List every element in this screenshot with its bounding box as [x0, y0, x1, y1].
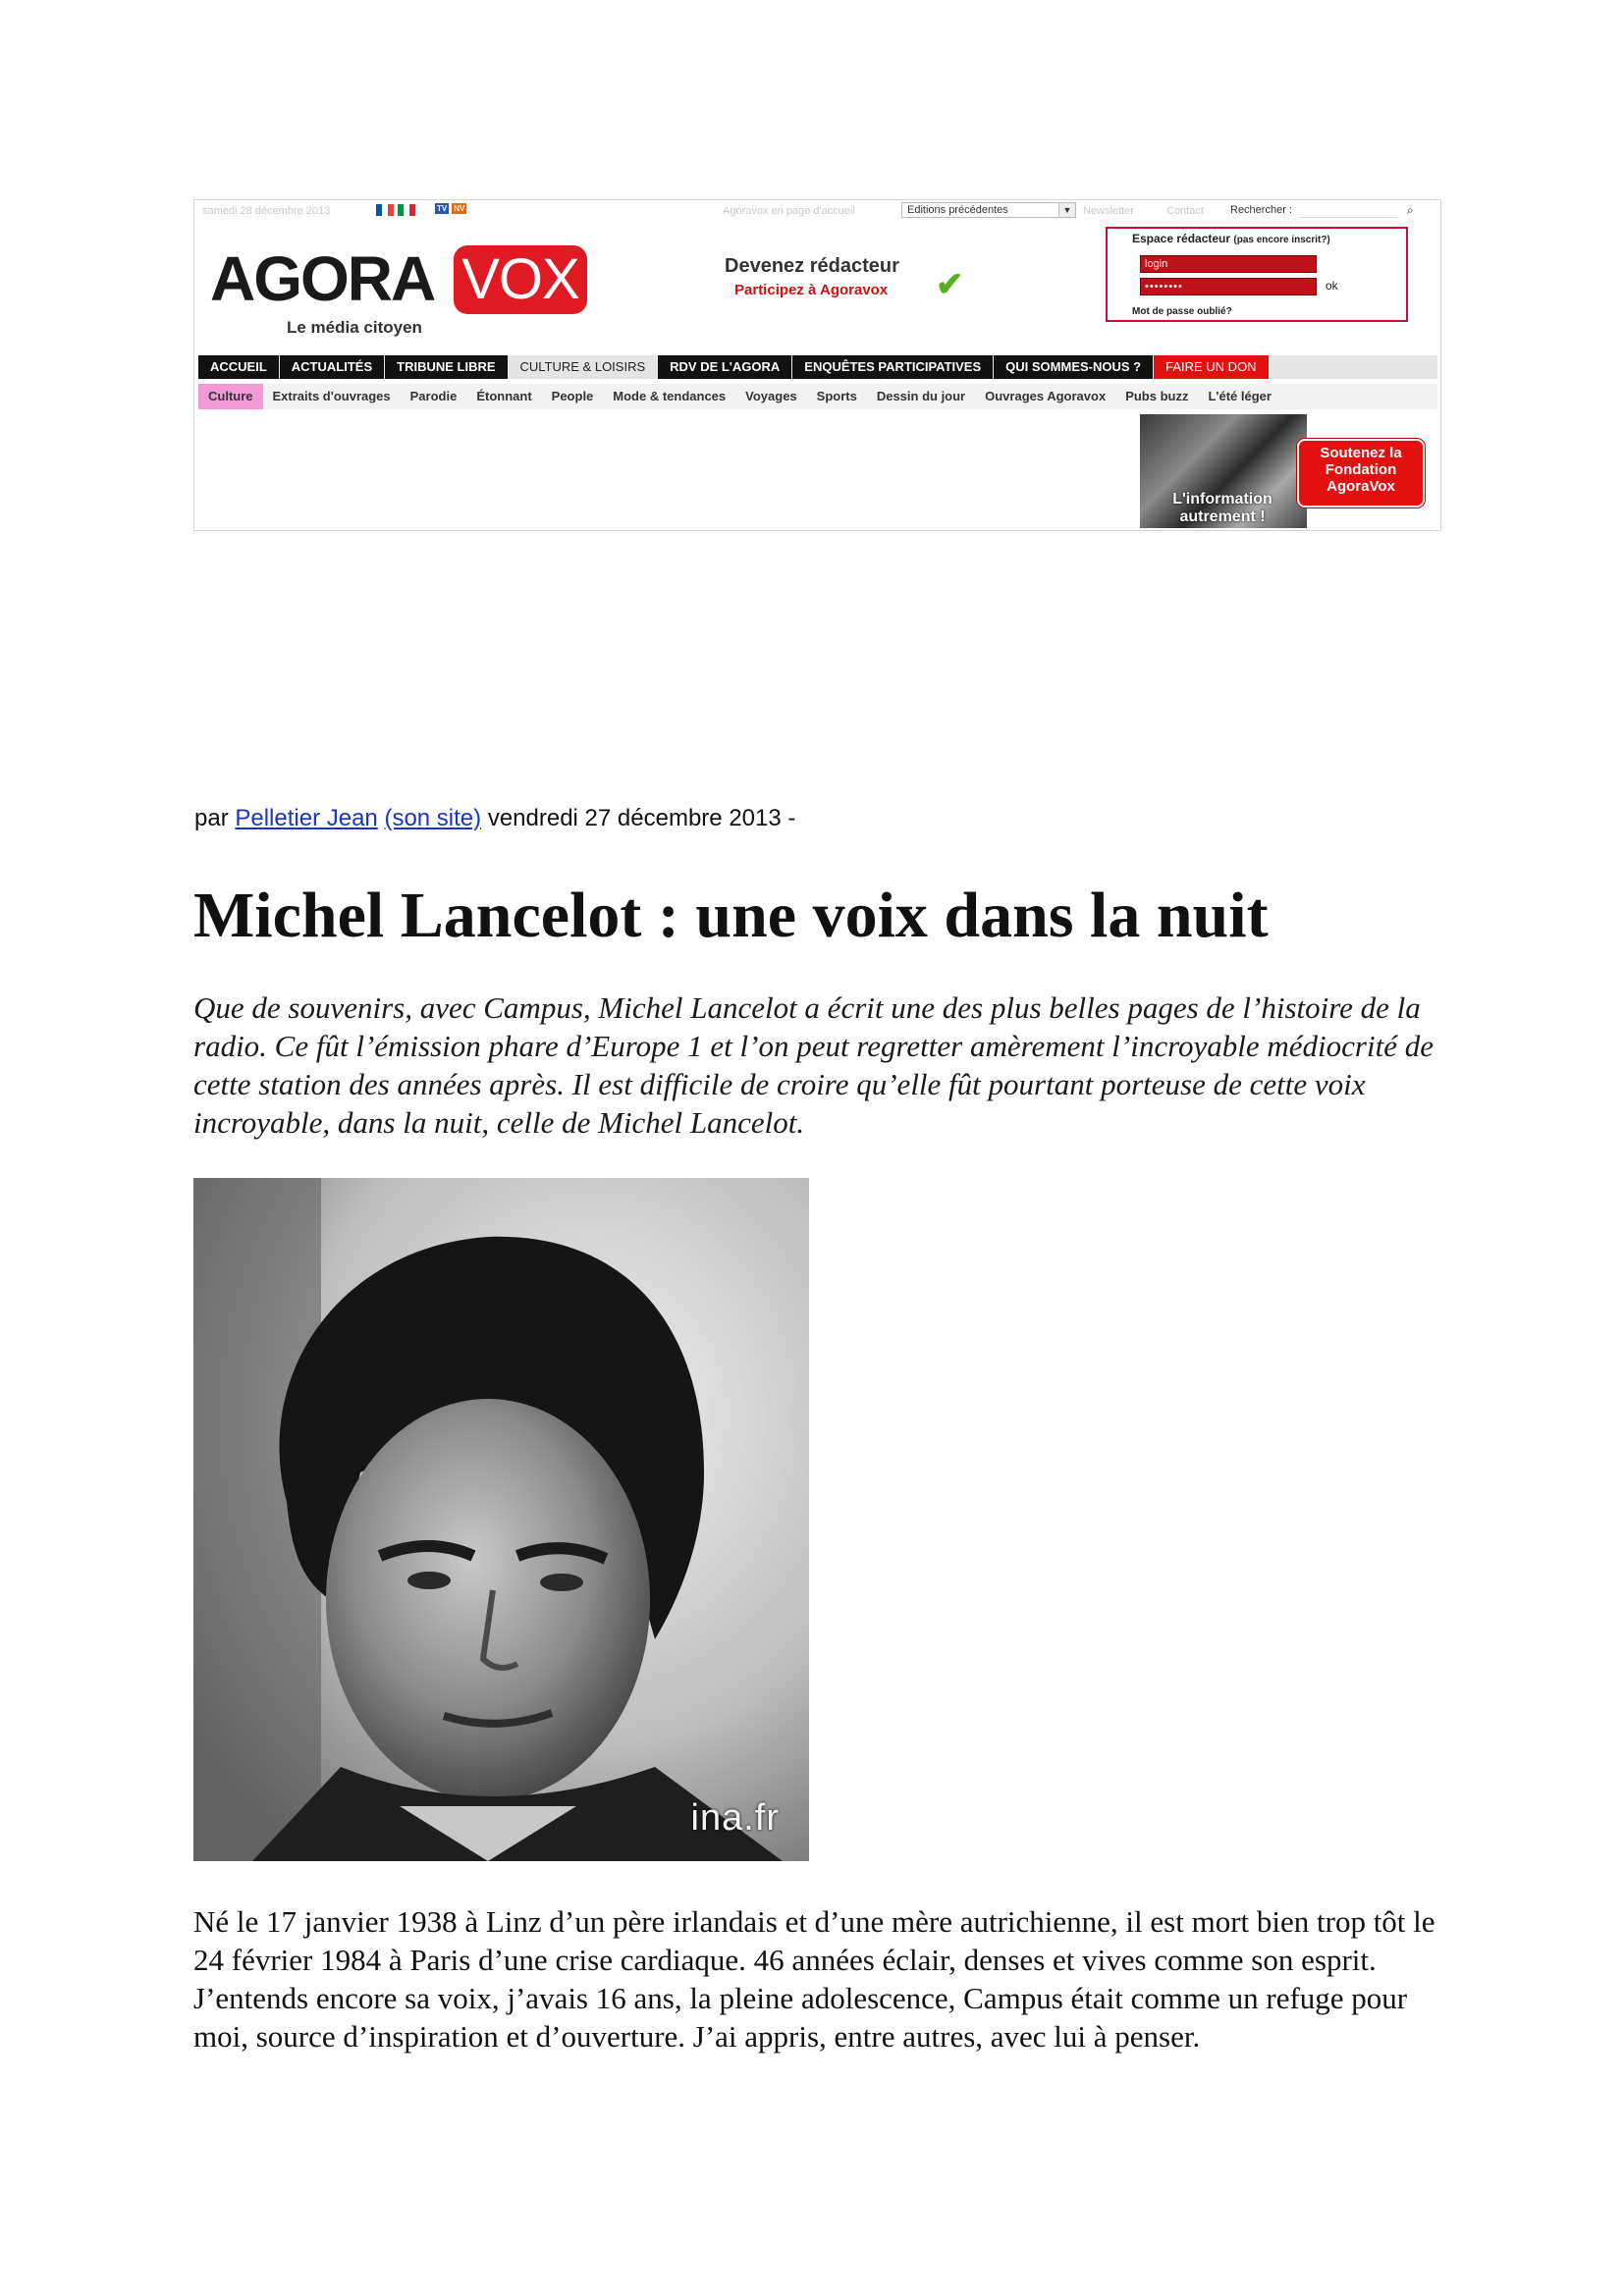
login-title-note[interactable]: (pas encore inscrit?)	[1233, 235, 1330, 245]
newsletter-link[interactable]: Newsletter	[1083, 205, 1134, 217]
language-flags	[376, 204, 415, 216]
login-title: Espace rédacteur	[1132, 232, 1231, 245]
become-writer-title: Devenez rédacteur	[725, 255, 899, 277]
login-ok-button[interactable]: ok	[1326, 279, 1338, 293]
subnav-item-people[interactable]: People	[551, 389, 594, 403]
promo-caption: L'information autrement !	[1172, 491, 1272, 525]
become-writer-promo[interactable]	[725, 255, 964, 303]
login-field[interactable]: login	[1140, 255, 1317, 273]
portrait-image	[193, 1178, 809, 1861]
contact-link[interactable]: Contact	[1166, 205, 1204, 217]
subnav-item-dessin[interactable]: Dessin du jour	[876, 389, 966, 403]
search-input[interactable]	[1299, 203, 1397, 218]
main-nav	[198, 355, 1437, 379]
password-field[interactable]: ••••••••	[1140, 278, 1317, 295]
nav-item-culture-loisirs[interactable]: CULTURE & LOISIRS	[509, 355, 658, 379]
french-flag-icon[interactable]	[376, 204, 394, 216]
article-date: vendredi 27 décembre 2013 -	[487, 805, 796, 831]
nav-item-faire-un-don[interactable]: FAIRE UN DON	[1154, 355, 1268, 379]
logo-vox-text: VOX	[454, 245, 587, 314]
nav-item-rdv-agora[interactable]: RDV DE L'AGORA	[658, 355, 791, 379]
chevron-down-icon: ▼	[1058, 203, 1075, 217]
nav-item-enquetes[interactable]: ENQUÊTES PARTICIPATIVES	[792, 355, 993, 379]
logo-agora-text: AGORA	[210, 243, 435, 314]
login-box-title	[1132, 232, 1330, 245]
homepage-link[interactable]: Agoravox en page d'accueil	[723, 205, 855, 217]
byline	[194, 805, 795, 832]
subnav-item-ete-leger[interactable]: L'été léger	[1208, 389, 1272, 403]
sub-nav	[198, 384, 1437, 409]
nav-item-tribune-libre[interactable]: TRIBUNE LIBRE	[385, 355, 507, 379]
search-label: Rechercher :	[1230, 204, 1292, 216]
subnav-item-sports[interactable]: Sports	[816, 389, 857, 403]
site-header-screenshot	[193, 199, 1441, 531]
byline-prefix: par	[194, 805, 229, 831]
subnav-item-voyages[interactable]: Voyages	[745, 389, 797, 403]
promo-bubble: Soutenez la Fondation AgoraVox	[1297, 439, 1425, 507]
forgot-password-link[interactable]: Mot de passe oublié?	[1132, 306, 1232, 317]
top-date: samedi 28 décembre 2013	[202, 205, 331, 217]
editions-select[interactable]	[901, 202, 1076, 218]
checkmark-icon: ✔	[936, 266, 964, 303]
subnav-item-mode[interactable]: Mode & tendances	[613, 389, 727, 403]
editions-select-value: Editions précédentes	[907, 204, 1008, 216]
promo-photo	[1140, 414, 1307, 528]
italian-flag-icon[interactable]	[398, 204, 415, 216]
article-lead: Que de souvenirs, avec Campus, Michel Lancelot a écrit une des plus belles pages de l’histoire de la radio. Ce fût l’émission phare d’Europe 1 et l’on peut regretter amèrement l’incroyable médiocrité de cette station des années après. Il est difficile de croire qu’elle fût pourtant porteuse de cette voix incroyable, dans la nuit, celle de Michel Lancelot.	[193, 990, 1434, 1140]
subnav-item-etonnant[interactable]: Étonnant	[476, 389, 532, 403]
article-title: Michel Lancelot : une voix dans la nuit	[193, 880, 1269, 951]
subnav-item-parodie[interactable]: Parodie	[409, 389, 458, 403]
tv-badge[interactable]: TV	[437, 204, 448, 213]
subnav-item-extraits[interactable]: Extraits d'ouvrages	[272, 389, 391, 403]
nav-item-actualites[interactable]: ACTUALITÉS	[280, 355, 384, 379]
search-icon[interactable]: ⌕	[1407, 203, 1414, 217]
fondation-promo-banner[interactable]	[1140, 414, 1430, 528]
agoravox-logo[interactable]	[210, 240, 603, 337]
top-bar	[194, 200, 1440, 222]
subnav-item-culture[interactable]: Culture	[198, 384, 263, 409]
article-body-paragraph: Né le 17 janvier 1938 à Linz d’un père irlandais et d’une mère autrichienne, il est mort bien trop tôt le 24 février 1984 à Paris d’une crise cardiaque. 46 années éclair, denses et vives comme son esprit. J’entends encore sa voix, j’avais 16 ans, la pleine adolescence, Campus était comme un refuge pour moi, source d’inspiration et d’ouverture. J’ai appris, entre autres, avec lui à penser.	[193, 1904, 1435, 2054]
logo-tagline: Le média citoyen	[287, 318, 422, 337]
writer-login-box	[1106, 227, 1408, 322]
portrait-illustration	[193, 1178, 809, 1861]
author-site-link[interactable]: (son site)	[384, 805, 482, 831]
nav-item-qui-sommes-nous[interactable]: QUI SOMMES-NOUS ?	[994, 355, 1153, 379]
ina-watermark: ina.fr	[690, 1797, 780, 1839]
media-badges	[435, 203, 466, 214]
nav-item-accueil[interactable]: ACCUEIL	[198, 355, 279, 379]
become-writer-subtitle: Participez à Agoravox	[734, 282, 889, 298]
author-link[interactable]: Pelletier Jean	[235, 805, 378, 831]
subnav-item-pubs-buzz[interactable]: Pubs buzz	[1125, 389, 1189, 403]
subnav-item-ouvrages[interactable]: Ouvrages Agoravox	[985, 389, 1107, 403]
nv-badge[interactable]: NV	[454, 204, 465, 213]
